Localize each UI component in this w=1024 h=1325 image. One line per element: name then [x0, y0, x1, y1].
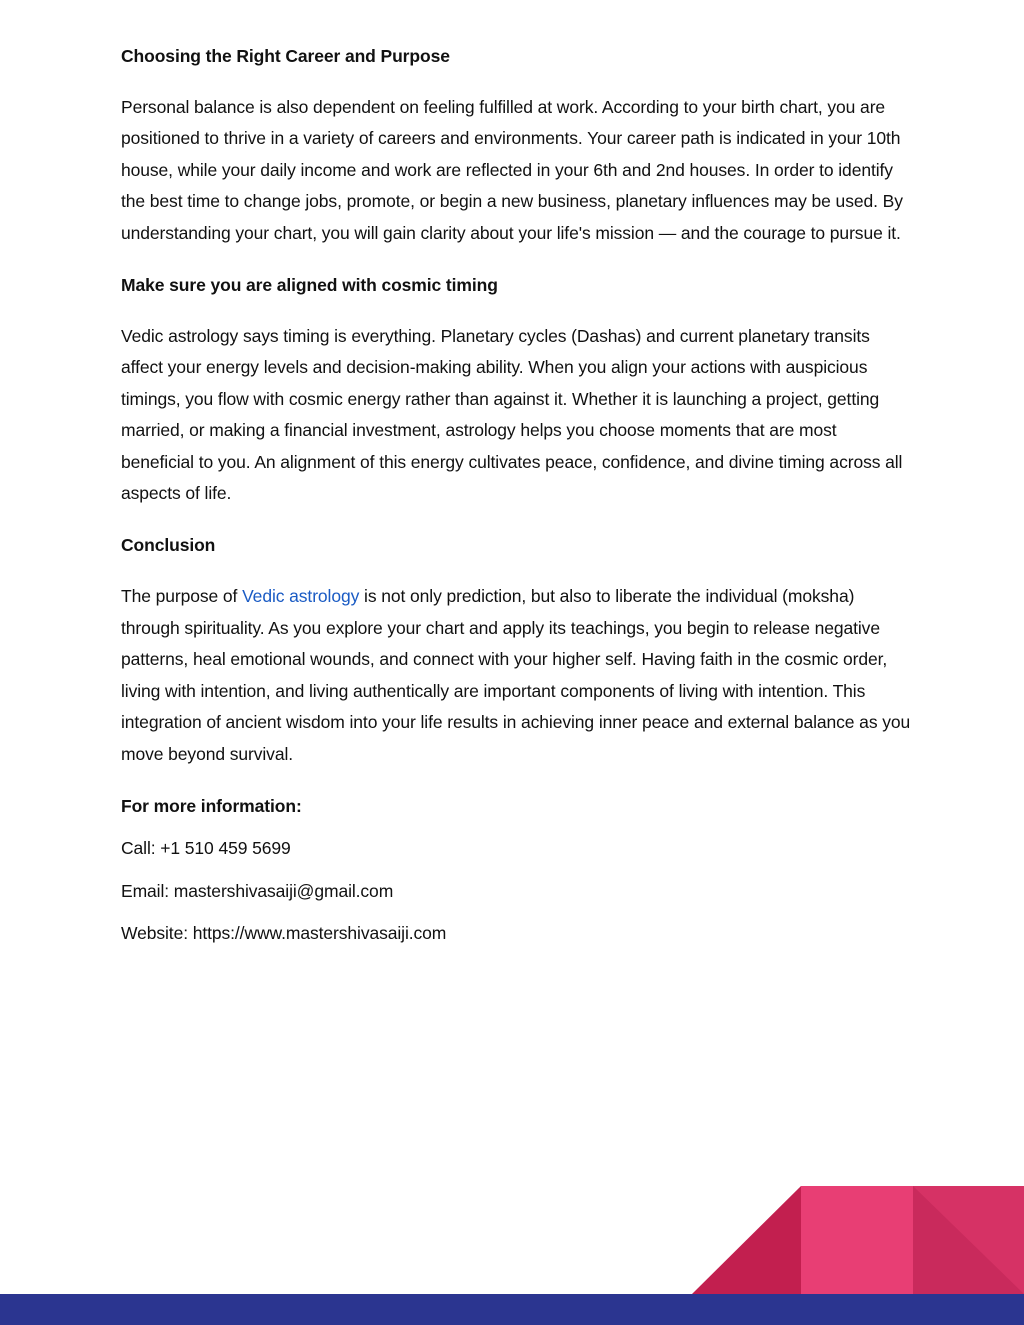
section-body-timing: Vedic astrology says timing is everything. Planetary cycles (Dashas) and current planetary transits affect your energy levels and decision-making ability. When you align your actions with auspicious timings, you flow with cosmic energy rather than against it. Whether it is launching a project, getting married, or making a financial investment, astrology helps you choose moments that are most beneficial to you. An alignment of this energy cultivates peace, confidence, and divine timing across all aspects of life. — [121, 326, 903, 504]
contact-heading: For more information: — [121, 795, 302, 816]
contact-call: Call: +1 510 459 5699 — [121, 838, 291, 859]
conclusion-text-after-link: is not only prediction, but also to liberate the individual (moksha) through spirituality. As you explore your chart and apply its teachings, you begin to release negative patterns, heal emotional wounds, and connect with your higher self. Having faith in the cosmic order, living with intention, and living authentically are important components of living with intention. This integration of ancient wisdom into your life results in achieving inner peace and external balance as you move beyond survival. — [121, 586, 911, 764]
footer-bar — [0, 1294, 1024, 1325]
footer-triangle-crimson — [692, 1186, 801, 1294]
section-heading-career: Choosing the Right Career and Purpose — [121, 46, 450, 66]
section-heading-timing: Make sure you are aligned with cosmic timing — [121, 275, 498, 296]
contact-email: Email: mastershivasaiji@gmail.com — [121, 880, 394, 901]
vedic-astrology-link[interactable]: Vedic astrology — [242, 586, 360, 607]
conclusion-heading: Conclusion — [121, 535, 216, 556]
footer-block-pink — [801, 1186, 913, 1294]
section-body-career: Personal balance is also dependent on feeling fulfilled at work. According to your birth chart, you are positioned to thrive in a variety of careers and environments. Your career path is indicated in your 10th house, while your daily income and work are reflected in your 6th and 2nd houses. In order to identify the best time to change jobs, promote, or begin a new business, planetary influences may be used. By understanding your chart, you will gain clarity about your life's mission — and the courage to pursue it. — [121, 97, 903, 243]
conclusion-text-before-link: The purpose of — [121, 586, 243, 607]
contact-website: Website: https://www.mastershivasaiji.com — [121, 923, 447, 944]
